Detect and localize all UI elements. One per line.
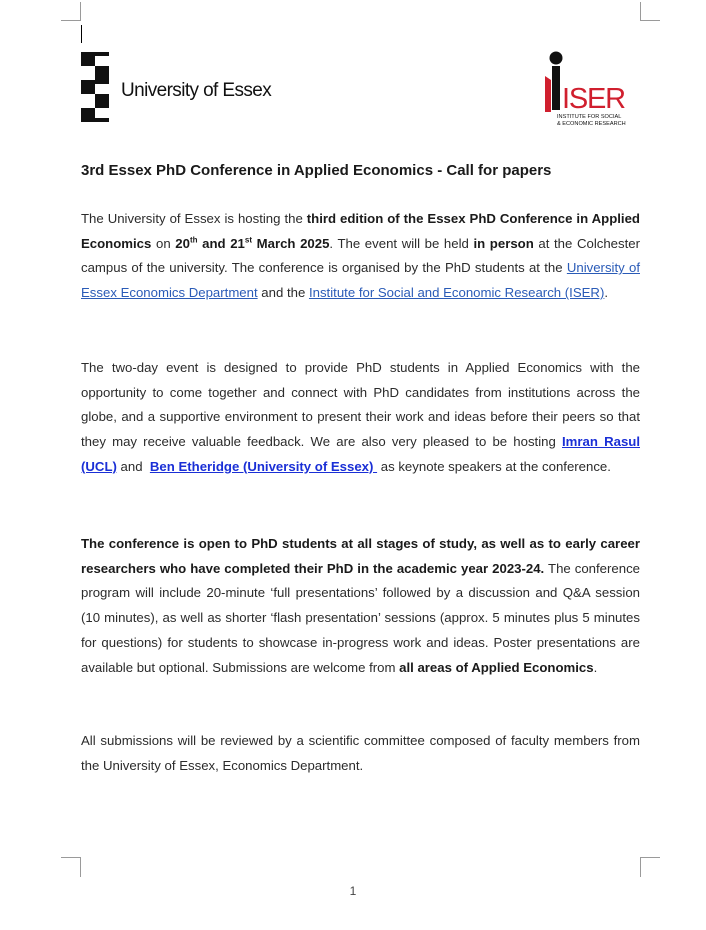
text-run: All submissions will be reviewed by a scientific committee composed of faculty members from the University of Essex, Economics Department. [81,733,640,773]
text-run: The two-day event is designed to provide PhD students in Applied Economics with the opportunity to come together and connect with PhD candidates from institutions across the globe, and a supportive environment to present their work and ideas before their peers so that they may receive valuable feedback. We are also very pleased to be hosting [81,360,640,450]
text-run: on [151,235,176,251]
ordinal-suffix: th [189,235,198,245]
text-cursor [81,25,82,43]
crop-mark-top-right-v [640,2,641,21]
page-number: 1 [349,884,357,898]
crop-mark-bottom-left-v [80,857,81,877]
bold-run: The conference is open to PhD students at all stages of study, as well as to early career researchers who have completed their PhD in the academic year 2023-24. [81,536,640,576]
crop-mark-bottom-right-v [640,857,641,877]
bold-run: all areas of Applied Economics [399,659,594,675]
document-title: 3rd Essex PhD Conference in Applied Economics - Call for papers [81,162,552,179]
iser-dot-icon [550,52,563,65]
bold-run: third edition of the Essex PhD Conference in Applied Economics [81,211,640,251]
text-run: The University of Essex is hosting the [81,211,307,226]
crop-mark-bottom-left-h [61,857,80,858]
keynote-imran-rasul-link[interactable]: Imran Rasul (UCL) [81,434,640,474]
crop-mark-top-left-h [61,20,80,21]
text-run: as keynote speakers at the conference. [377,458,611,474]
paragraph-intro [81,207,640,306]
iser-wordmark: ISER [562,83,625,115]
text-run: . The event will be held [329,235,474,251]
text-run: The conference program will include 20-minute ‘full presentations’ followed by a discussion and Q&A session (10 minutes), as well as shorter ‘flash presentation’ sessions (approx. 5 minutes plus 5 minutes for questions) for students to showcase in-progress work and ideas. Poster presentations are available but optional. Submissions are welcome from [81,560,641,675]
text-run: . [593,659,598,675]
paragraph-review [81,729,640,778]
text-run: and the [257,285,309,301]
date-run [175,236,329,251]
iser-subtitle-1: INSTITUTE FOR SOCIAL [557,114,622,120]
iser-logo [542,50,632,128]
crop-mark-top-right-h [640,20,660,21]
date-day-1: 20 [175,235,190,251]
ordinal-suffix: st [244,235,252,245]
crop-mark-bottom-right-h [640,857,660,858]
paragraph-eligibility [81,532,640,680]
essex-checker-icon [81,52,281,124]
university-of-essex-logo [81,52,281,124]
iser-link[interactable]: Institute for Social and Economic Research (ISER) [308,285,605,301]
paragraph-event-description [81,356,640,480]
text-run: and [116,458,150,474]
crop-mark-top-left-v [80,2,81,21]
date-day-2: and 21 [197,235,245,251]
keynote-ben-etheridge-link[interactable]: Ben Etheridge (University of Essex) [149,458,378,474]
text-run: at the Colchester campus of the university. The conference is organised by the PhD students at the [81,235,641,276]
essex-wordmark: University of Essex [121,80,272,101]
bold-run: in person [473,235,534,251]
text-run: . [604,285,609,301]
iser-subtitle-2: & ECONOMIC RESEARCH [557,121,626,127]
economics-department-link[interactable]: University of Essex Economics Department [81,260,640,301]
date-month: March 2025 [252,235,330,251]
